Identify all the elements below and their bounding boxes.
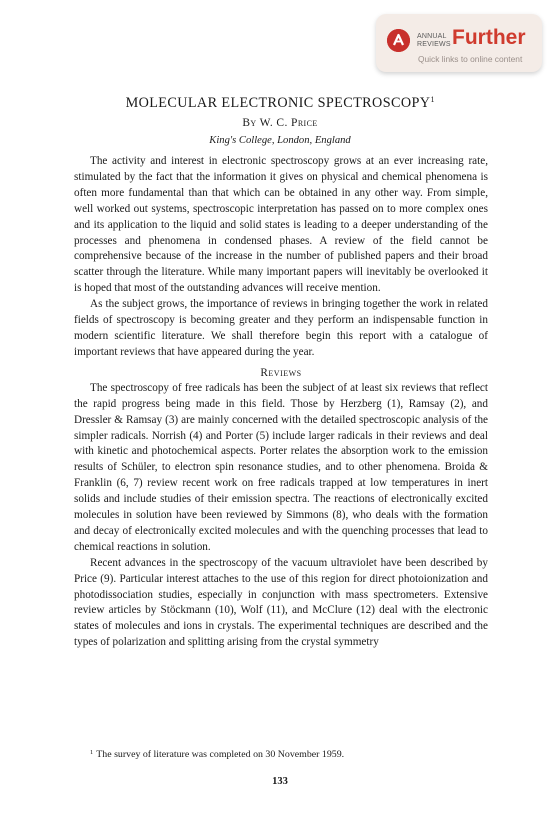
article-title: MOLECULAR ELECTRONIC SPECTROSCOPY$^1$ — [125, 95, 435, 111]
footnote-mark: 1 — [90, 749, 94, 756]
section-heading: Reviews — [260, 366, 302, 379]
footnote: $^1$ The survey of literature was completed on 30 November 1959. — [90, 749, 345, 760]
title-footnote-mark: 1 — [430, 95, 435, 104]
page-number: 133 — [272, 776, 288, 787]
paragraph: Recent advances in the spectroscopy of the vacuum ultraviolet have been described by Price (9). Particular interest attaches to the use of this region for direct photoionization and photodissociation studies, especially in conjunction with mass spectrometers. Extensive review articles by Stöckmann (10), Wolf (11), and McClure (12) deal with the electronic states of molecules and ions in crystals. The experimental techniques are described and the types of polarization and splitting arising from the crystal symmetry — [74, 556, 488, 649]
paragraph: The spectroscopy of free radicals has been the subject of at least six reviews that reflect the rapid progress being made in this field. Those by Herzberg (1), Ramsay (2), and Dressler & Ramsay (3) are mainly concerned with the detailed spectroscopic analysis of the simpler radicals. Norrish (4) and Porter (5) include larger radicals in their reviews and deal with kinetic and photochemical aspects. Porter relates the absorption work to the emission results of Schüler, to electron spin resonance studies, and to other phenomena. Broida & Franklin (6, 7) review recent work on free radicals trapped at low temperatures in inert solids and include studies of their emission spectra. The reactions of electronically excited molecules in solution have been reviewed by Simmons (8), who deals with the formation and decay of electronically excited molecules and with the quenching processes that lead to chemical reactions in solution. — [74, 381, 488, 553]
annual-reviews-logo-icon — [387, 29, 410, 52]
further-banner[interactable] — [376, 14, 542, 72]
article-affiliation: King's College, London, England — [209, 135, 351, 146]
paragraph: The activity and interest in electronic spectroscopy grows at an ever increasing rate, stimulated by the fact that the information it gives on physical and chemical phenomena is often more fundamental than that which can be obtained in any other way. From simple, well worked out systems, spectroscopic interpretation has passed on to more complex ones and its application to the liquid and solid states is leading to a deeper understanding of the processes and phenomena in condensed phases. A review of the field cannot be comprehensive because of the increase in the number of published papers and their broad scatter through the literature. While many important papers will inevitably be overlooked it is hoped that most of the outstanding advances will receive mention. — [74, 155, 488, 295]
banner-brand-small: ANNUAL REVIEWS — [417, 33, 451, 48]
article-body — [74, 154, 488, 651]
banner-subtitle[interactable]: Quick links to online content — [418, 54, 523, 64]
paragraph: As the subject grows, the importance of reviews in bringing together the work in related fields of spectroscopy is becoming greater and they perform an indispensable function in modern scientific literature. We shall therefore begin this report with a catalogue of important reviews that have appeared during the year. — [74, 298, 488, 358]
article-author: By W. C. Price — [242, 117, 318, 129]
banner-brand-further[interactable]: Further — [452, 26, 526, 49]
